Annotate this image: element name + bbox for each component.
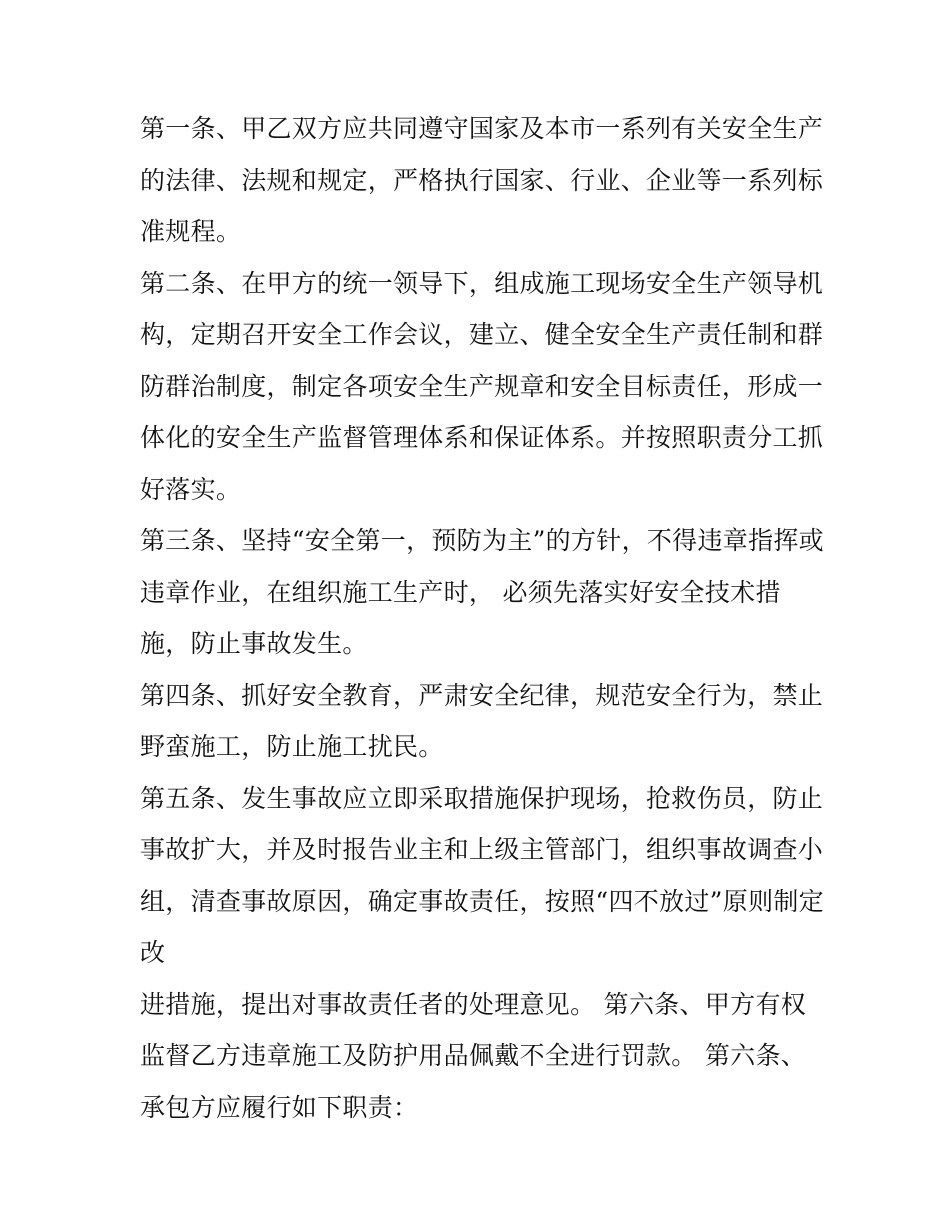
text-line: 构，定期召开安全工作会议，建立、健全安全生产责任制和群 bbox=[140, 320, 824, 349]
text-line: 违章作业，在组织施工生产时， 必须先落实好安全技术措 bbox=[140, 577, 781, 607]
text-line: 第一条、甲乙双方应共同遵守国家及本市一系列有关安全生产 bbox=[140, 114, 824, 143]
text-line: 事故扩大，并及时报告业主和上级主管部门，组织事故调查小 bbox=[140, 835, 824, 864]
text-line: 准规程。 bbox=[140, 217, 242, 246]
text-line: 进措施，提出对事故责任者的处理意见。 第六条、甲方有权 bbox=[140, 989, 807, 1019]
text-line: 第三条、坚持“安全第一，预防为主”的方针，不得违章指挥或 bbox=[140, 526, 824, 555]
text-line: 好落实。 bbox=[140, 474, 242, 504]
text-line: 第五条、发生事故应立即采取措施保护现场，抢救伤员，防止 bbox=[140, 783, 824, 813]
text-line: 体化的安全生产监督管理体系和保证体系。并按照职责分工抓 bbox=[140, 423, 824, 452]
document-body bbox=[140, 108, 824, 1138]
text-line: 第四条、抓好安全教育，严肃安全纪律，规范安全行为，禁止 bbox=[140, 680, 824, 710]
text-line: 施，防止事故发生。 bbox=[140, 629, 368, 658]
text-line: 第二条、在甲方的统一领导下，组成施工现场安全生产领导机 bbox=[140, 268, 824, 298]
text-line: 改 bbox=[140, 938, 166, 967]
text-line: 野蛮施工，防止施工扰民。 bbox=[140, 732, 444, 761]
text-line: 的法律、法规和规定，严格执行国家、行业、企业等一系列标 bbox=[140, 165, 824, 195]
text-line: 防群治制度，制定各项安全生产规章和安全目标责任，形成一 bbox=[140, 371, 824, 401]
text-line: 监督乙方违章施工及防护用品佩戴不全进行罚款。 第六条、 bbox=[140, 1041, 807, 1070]
text-line: 组，清查事故原因，确定事故责任，按照“四不放过”原则制定 bbox=[140, 886, 824, 916]
text-line: 承包方应履行如下职责： bbox=[140, 1092, 419, 1122]
